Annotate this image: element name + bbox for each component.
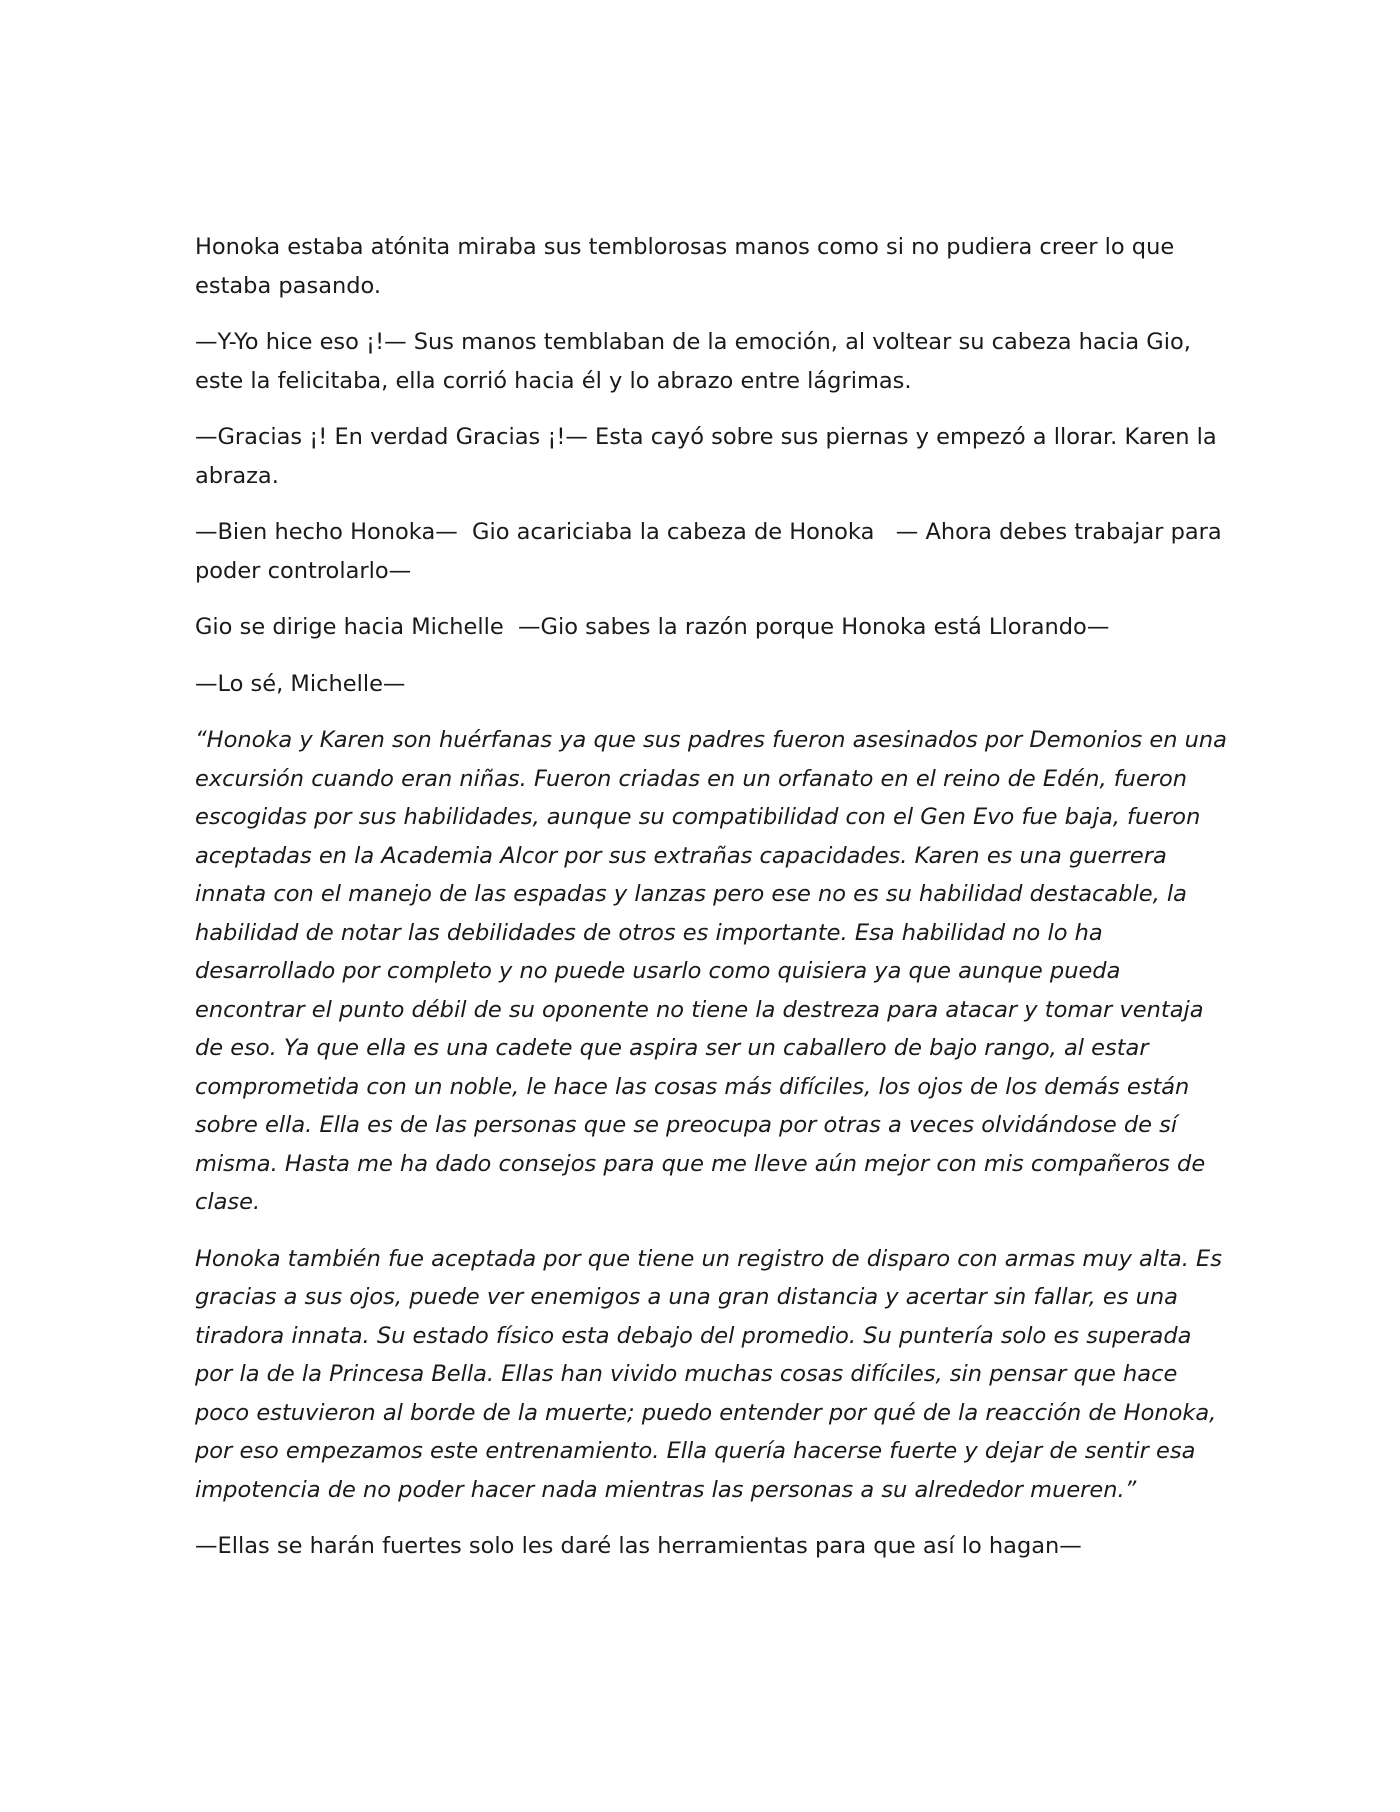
paragraph-3: —Gracias ¡! En verdad Gracias ¡!— Esta cayó sobre sus piernas y empezó a llorar. Karen la abraza.: [195, 424, 1224, 489]
paragraph-5: Gio se dirige hacia Michelle —Gio sabes la razón porque Honoka está Llorando—: [195, 614, 1110, 640]
paragraph-8-italic-narration: Honoka también fue aceptada por que tiene un registro de disparo con armas muy alta. Es gracias a sus ojos, puede ver enemigos a una gran distancia y acertar sin fallar, es una tiradora innata. Su estado físico esta debajo del promedio. Su puntería solo es superada por la de la Princesa Bella. Ellas han vivido muchas cosas difíciles, sin pensar que hace poco estuvieron al borde de la muerte; puedo entender por qué de la reacción de Honoka, por eso empezamos este entrenamiento. Ella quería hacerse fuerte y dejar de sentir esa impotencia de no poder hacer nada mientras las personas a su alrededor mueren.”: [195, 1245, 1230, 1503]
paragraph-6: —Lo sé, Michelle—: [195, 670, 406, 697]
document-body: [195, 228, 1235, 1584]
paragraph-2: —Y-Yo hice eso ¡!— Sus manos temblaban de la emoción, al voltear su cabeza hacia Gio, este la felicitaba, ella corrió hacia él y lo abrazo entre lágrimas.: [195, 329, 1199, 394]
paragraph-1: Honoka estaba atónita miraba sus temblorosas manos como si no pudiera creer lo que estaba pasando.: [195, 234, 1182, 299]
paragraph-4: —Bien hecho Honoka— Gio acariciaba la cabeza de Honoka — Ahora debes trabajar para poder controlarlo—: [195, 519, 1229, 584]
paragraph-9: —Ellas se harán fuertes solo les daré las herramientas para que así lo hagan—: [195, 1533, 1082, 1559]
paragraph-7-italic-narration: “Honoka y Karen son huérfanas ya que sus padres fueron asesinados por Demonios en una excursión cuando eran niñas. Fueron criadas en un orfanato en el reino de Edén, fueron escogidas por sus habilidades, aunque su compatibilidad con el Gen Evo fue baja, fueron aceptadas en la Academia Alcor por sus extrañas capacidades. Karen es una guerrera innata con el manejo de las espadas y lanzas pero ese no es su habilidad destacable, la habilidad de notar las debilidades de otros es importante. Esa habilidad no lo ha desarrollado por completo y no puede usarlo como quisiera ya que aunque pueda encontrar el punto débil de su oponente no tiene la destreza para atacar y tomar ventaja de eso. Ya que ella es una cadete que aspira ser un caballero de bajo rango, al estar comprometida con un noble, le hace las cosas más difíciles, los ojos de los demás están sobre ella. Ella es de las personas que se preocupa por otras a veces olvidándose de sí misma. Hasta me ha dado consejos para que me lleve aún mejor con mis compañeros de clase.: [195, 727, 1235, 1215]
